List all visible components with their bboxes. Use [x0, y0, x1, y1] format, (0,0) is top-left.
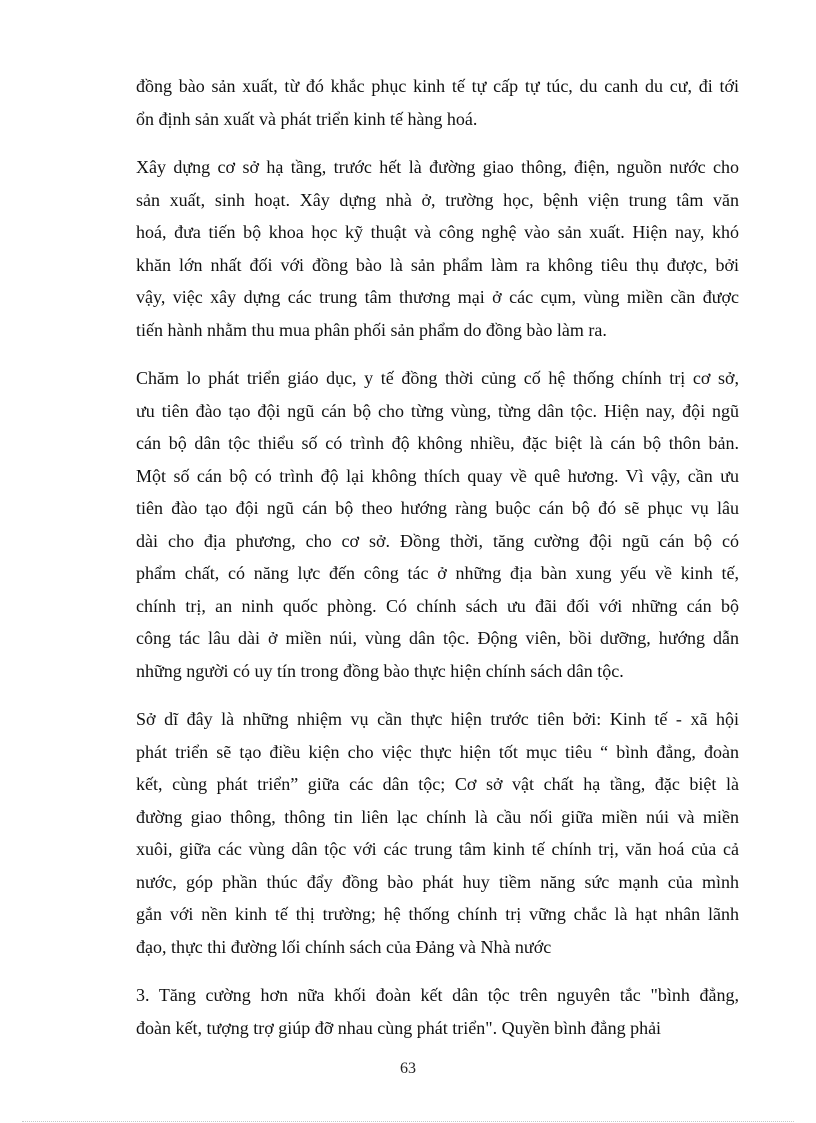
document-body [136, 70, 739, 1060]
text-line: sản xuất, sinh hoạt. Xây dựng nhà ở, trường học, bệnh viện trung tâm văn [136, 189, 739, 210]
text-line: đường giao thông, thông tin liên lạc chính là cầu nối giữa miền núi và miền [136, 806, 739, 827]
text-line: Chăm lo phát triển giáo dục, y tế đồng thời củng cố hệ thống chính trị cơ sở, [136, 368, 739, 388]
text-line: công tác lâu dài ở miền núi, vùng dân tộc. Động viên, bồi dưỡng, hướng dẫn [136, 628, 739, 648]
paragraph [136, 703, 739, 963]
text-line: đoàn kết, tượng trợ giúp đỡ nhau cùng phát triển". Quyền bình đẳng phải [136, 1017, 662, 1038]
text-line: cán bộ dân tộc thiểu số có trình độ không nhiều, đặc biệt là cán bộ thôn bản. [136, 433, 739, 453]
paragraph [136, 979, 739, 1044]
text-line: xuôi, giữa các vùng dân tộc với các trung tâm kinh tế chính trị, văn hoá của cả [136, 839, 739, 859]
text-line: khăn lớn nhất đối với đồng bào là sản phẩm làm ra không tiêu thụ được, bởi [136, 254, 739, 275]
text-line: Sở dĩ đây là những nhiệm vụ cần thực hiện trước tiên bởi: Kinh tế - xã hội [136, 709, 739, 729]
text-line: ổn định sản xuất và phát triển kinh tế hàng hoá. [136, 108, 478, 129]
text-line: nước, góp phần thúc đẩy đồng bào phát huy tiềm năng sức mạnh của mình [136, 871, 739, 892]
page-number: 63 [400, 1060, 416, 1077]
text-line: đạo, thực thi đường lối chính sách của Đảng và Nhà nước [136, 936, 552, 957]
text-line: ưu tiên đào tạo đội ngũ cán bộ cho từng vùng, từng dân tộc. Hiện nay, đội ngũ [136, 400, 739, 421]
text-line: tiến hành nhằm thu mua phân phối sản phẩm do đồng bào làm ra. [136, 319, 607, 340]
text-line: những người có uy tín trong đồng bào thực hiện chính sách dân tộc. [136, 660, 624, 681]
paragraph [136, 362, 739, 687]
text-line: phẩm chất, có năng lực đến công tác ở những địa bàn xung yếu về kinh tế, [136, 563, 739, 583]
paragraph [136, 151, 739, 346]
text-line: kết, cùng phát triển” giữa các dân tộc; Cơ sở vật chất hạ tầng, đặc biệt là [136, 774, 739, 794]
text-line: phát triển sẽ tạo điều kiện cho việc thực hiện tốt mục tiêu “ bình đẳng, đoàn [136, 741, 739, 762]
text-line: gắn với nền kinh tế thị trường; hệ thống chính trị vững chắc là hạt nhân lãnh [136, 904, 739, 924]
paragraph [136, 70, 739, 135]
text-line: Xây dựng cơ sở hạ tầng, trước hết là đường giao thông, điện, nguồn nước cho [136, 157, 739, 177]
text-line: đồng bào sản xuất, từ đó khắc phục kinh tế tự cấp tự túc, du canh du cư, đi tới [136, 76, 739, 96]
text-line: Một số cán bộ có trình độ lại không thích quay về quê hương. Vì vậy, cần ưu [136, 465, 739, 486]
text-line: dài cho địa phương, cho cơ sở. Đồng thời, tăng cường đội ngũ cán bộ có [136, 530, 739, 551]
text-line: vậy, việc xây dựng các trung tâm thương mại ở các cụm, vùng miền cần được [136, 287, 739, 307]
page-bottom-divider [22, 1121, 794, 1122]
text-line: chính trị, an ninh quốc phòng. Có chính sách ưu đãi đối với những cán bộ [136, 595, 739, 616]
text-line: tiên đào tạo đội ngũ cán bộ theo hướng ràng buộc cán bộ đó sẽ phục vụ lâu [136, 498, 739, 518]
text-line: hoá, đưa tiến bộ khoa học kỹ thuật và công nghệ vào sản xuất. Hiện nay, khó [136, 222, 739, 242]
text-line: 3. Tăng cường hơn nữa khối đoàn kết dân tộc trên nguyên tắc "bình đẳng, [136, 985, 739, 1005]
